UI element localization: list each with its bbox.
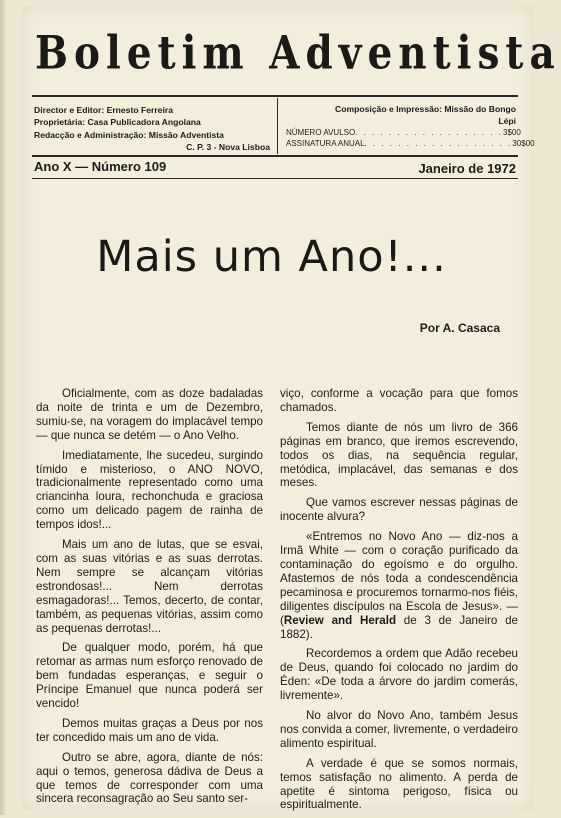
paragraph: No alvor do Novo Ano, também Jesus nos convida a comer, livremente, o verdadeiro alimento espiritual. xyxy=(280,709,518,750)
director-line: Director e Editor: Ernesto Ferreira xyxy=(34,105,173,115)
quote-text: «Entremos no Novo Ano — diz-nos a Irmã White — com o coração purificado da contaminação do egoísmo e do orgulho. Afastemos de nós toda a condescendência pecaminosa e procuremos tornarmo-nos fiéis, diligentes discípulos na Escola de Jesus». — ( xyxy=(280,530,518,627)
article-byline: Por A. Casaca xyxy=(419,321,500,335)
paragraph: A verdade é que se somos normais, temos satisfação no alimento. A perda de apetite é sintoma perigoso, física ou espiritualmente. xyxy=(280,756,518,812)
leader-dots: . . . . . . . . . . . . . . . . . . xyxy=(364,139,513,148)
annual-price-value: 30$00 xyxy=(512,139,535,148)
annual-price-row xyxy=(286,138,535,149)
issue-date: Janeiro de 1972 xyxy=(418,161,516,176)
composition-line: Composição e Impressão: Missão do Bongo xyxy=(335,104,516,114)
article-column-left xyxy=(36,387,263,812)
paragraph: Imediatamente, lhe sucedeu, surgindo tímido e misterioso, o ANO NOVO, tradicionalmente representado como uma criancinha loura, rechonchuda e graciosa como um delicado pagem de rainha de tempos idos!... xyxy=(36,448,263,532)
paragraph: Temos diante de nós um livro de 366 páginas em branco, que iremos escrevendo, todos os dias, na sequência regular, metódica, implacável, das semanas e dos meses. xyxy=(280,420,518,490)
admin-line: Redacção e Administração: Missão Adventista xyxy=(34,129,224,140)
leader-dots: . . . . . . . . . . . . . . . . . . xyxy=(355,128,503,137)
masthead-title: Boletim Adventista xyxy=(35,26,561,81)
paragraph: Oficialmente, com as doze badaladas da noite de trinta e um de Dezembro, sumiu-se, na voragem do implacável tempo — que nunca se detém — o Ano Velho. xyxy=(36,387,263,442)
rule-top xyxy=(32,95,518,97)
paragraph: Outro se abre, agora, diante de nós: aqui o temos, generosa dádiva de Deus a que temos de corresponder com uma sincera reconsagração ao Seu santo ser- xyxy=(36,750,263,806)
single-price-row xyxy=(286,127,521,138)
publisher-info xyxy=(34,104,270,153)
article-column-right xyxy=(280,387,518,818)
quote-end: de 3 de Janeiro de 1882). xyxy=(280,613,518,641)
rule-bottom xyxy=(32,178,518,179)
paragraph-continued: viço, conforme a vocação para que fomos chamados. xyxy=(280,387,518,414)
paragraph: Demos muitas graças a Deus por nos ter concedido mais um ano de vida. xyxy=(36,716,263,744)
single-price-value: 3$00 xyxy=(503,128,521,137)
article-title: Mais um Ano!... xyxy=(96,232,447,282)
address-line: C. P. 3 - Nova Lisboa xyxy=(186,141,270,152)
paragraph: Que vamos escrever nessas páginas de inocente alvura? xyxy=(280,496,518,524)
issue-number: Ano X — Número 109 xyxy=(34,159,167,174)
annual-price-label: ASSINATURA ANUAL xyxy=(286,139,365,148)
paragraph: Recordemos a ordem que Adão recebeu de Deus, quando foi colocado no jardim do Éden: «De toda a árvore do jardim comerás, livremente». xyxy=(280,647,518,703)
page-binding-edge xyxy=(0,0,7,815)
paragraph: De qualquer modo, porém, há que retomar as armas num esforço renovado de bem fundadas esperanças, e seguir o Príncipe Emanuel que nunca poderá ser vencido! xyxy=(36,641,263,711)
composition-place: Lépi xyxy=(498,116,516,126)
paragraph: Mais um ano de lutas, que se esvai, com as suas vitórias e as suas derrotas. Nem sempre se alcançam vitórias estrondosas!... Nem derrotas esmagadoras!... Temos, decerto, de contar, também, as pequenas vitórias, assim como as pequenas derrotas!... xyxy=(36,538,263,635)
owner-line: Proprietária: Casa Publicadora Angolana xyxy=(34,117,201,128)
rule-middle xyxy=(32,155,518,157)
rule-divider xyxy=(277,98,278,154)
print-info xyxy=(286,103,535,149)
quote-paragraph xyxy=(280,530,518,641)
single-price-label: NÚMERO AVULSO xyxy=(286,128,356,137)
quote-reference: Review and Herald xyxy=(283,613,397,627)
